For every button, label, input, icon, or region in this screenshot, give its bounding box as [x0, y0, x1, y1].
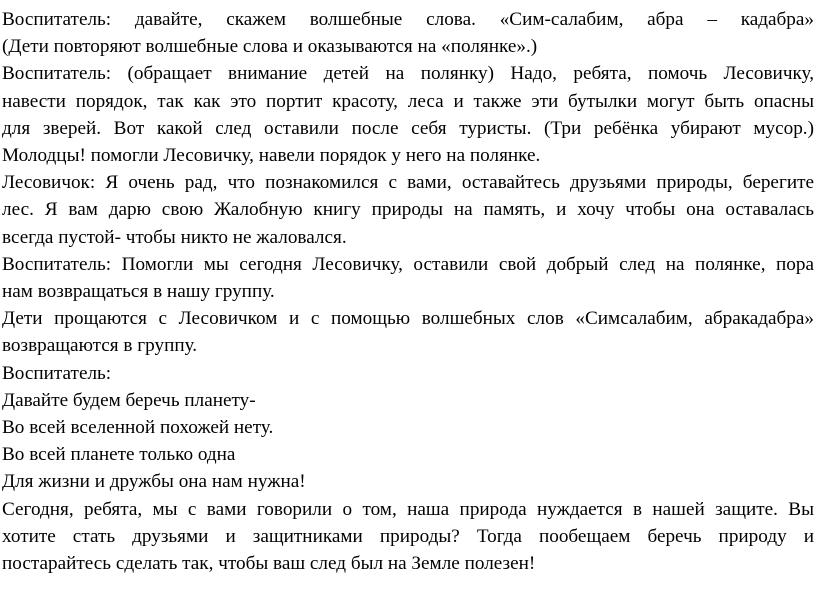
text-line: Молодцы! помогли Лесовичку, навели порядок у него на полянке.: [2, 145, 541, 167]
text-line: лес. Я вам дарю свою Жалобную книгу природы на память, и хочу чтобы она оставалась: [2, 199, 814, 221]
text-line: Сегодня, ребята, мы с вами говорили о том, наша природа нуждается в нашей защите. Вы: [2, 498, 814, 520]
paragraph-poem: [2, 360, 814, 496]
text-line: нам возвращаться в нашу группу.: [2, 281, 275, 303]
paragraph-help-lesovichok: [2, 60, 814, 169]
text-line: всегда пустой- чтобы никто не жаловался.: [2, 226, 347, 248]
paragraph-return-group: [2, 251, 814, 305]
poem-line: Во всей планете только одна: [2, 444, 236, 466]
text-line: Лесовичок: Я очень рад, что познакомился с вами, оставайтесь друзьями природы, берегите: [2, 172, 814, 194]
text-line: Дети прощаются с Лесовичком и с помощью волшебных слов «Симсалабим, абракадабра»: [2, 308, 814, 330]
text-line: Воспитатель: давайте, скажем волшебные слова. «Сим-салабим, абра – кадабра»: [2, 9, 814, 30]
poem-line: Давайте будем беречь планету-: [2, 389, 256, 411]
text-line: для зверей. Вот какой след оставили после себя туристы. (Три ребёнка убирают мусор.): [2, 117, 814, 139]
text-line: постарайтесь сделать так, чтобы ваш след был на Земле полезен!: [2, 553, 536, 575]
poem-line: Для жизни и дружбы она нам нужна!: [2, 471, 306, 493]
paragraph-magic-words: [2, 6, 814, 60]
text-line: (Дети повторяют волшебные слова и оказываются на «полянке».): [2, 36, 538, 58]
text-line: навести порядок, так как это портит красоту, леса и также эти бутылки могут быть опасны: [2, 90, 814, 112]
poem-line: Во всей вселенной похожей нету.: [2, 417, 274, 439]
paragraph-conclusion: [2, 496, 814, 578]
paragraph-children-farewell: [2, 305, 814, 359]
text-line: Воспитатель:: [2, 362, 112, 384]
paragraph-lesovichok-thanks: [2, 169, 814, 251]
text-line: хотите стать друзьями и защитниками природы? Тогда пообещаем беречь природу и: [2, 525, 814, 547]
text-line: Воспитатель: (обращает внимание детей на полянку) Надо, ребята, помочь Лесовичку,: [2, 63, 814, 85]
text-line: Воспитатель: Помогли мы сегодня Лесовичку, оставили свой добрый след на полянке, пора: [2, 253, 814, 275]
text-line: возвращаются в группу.: [2, 335, 198, 357]
